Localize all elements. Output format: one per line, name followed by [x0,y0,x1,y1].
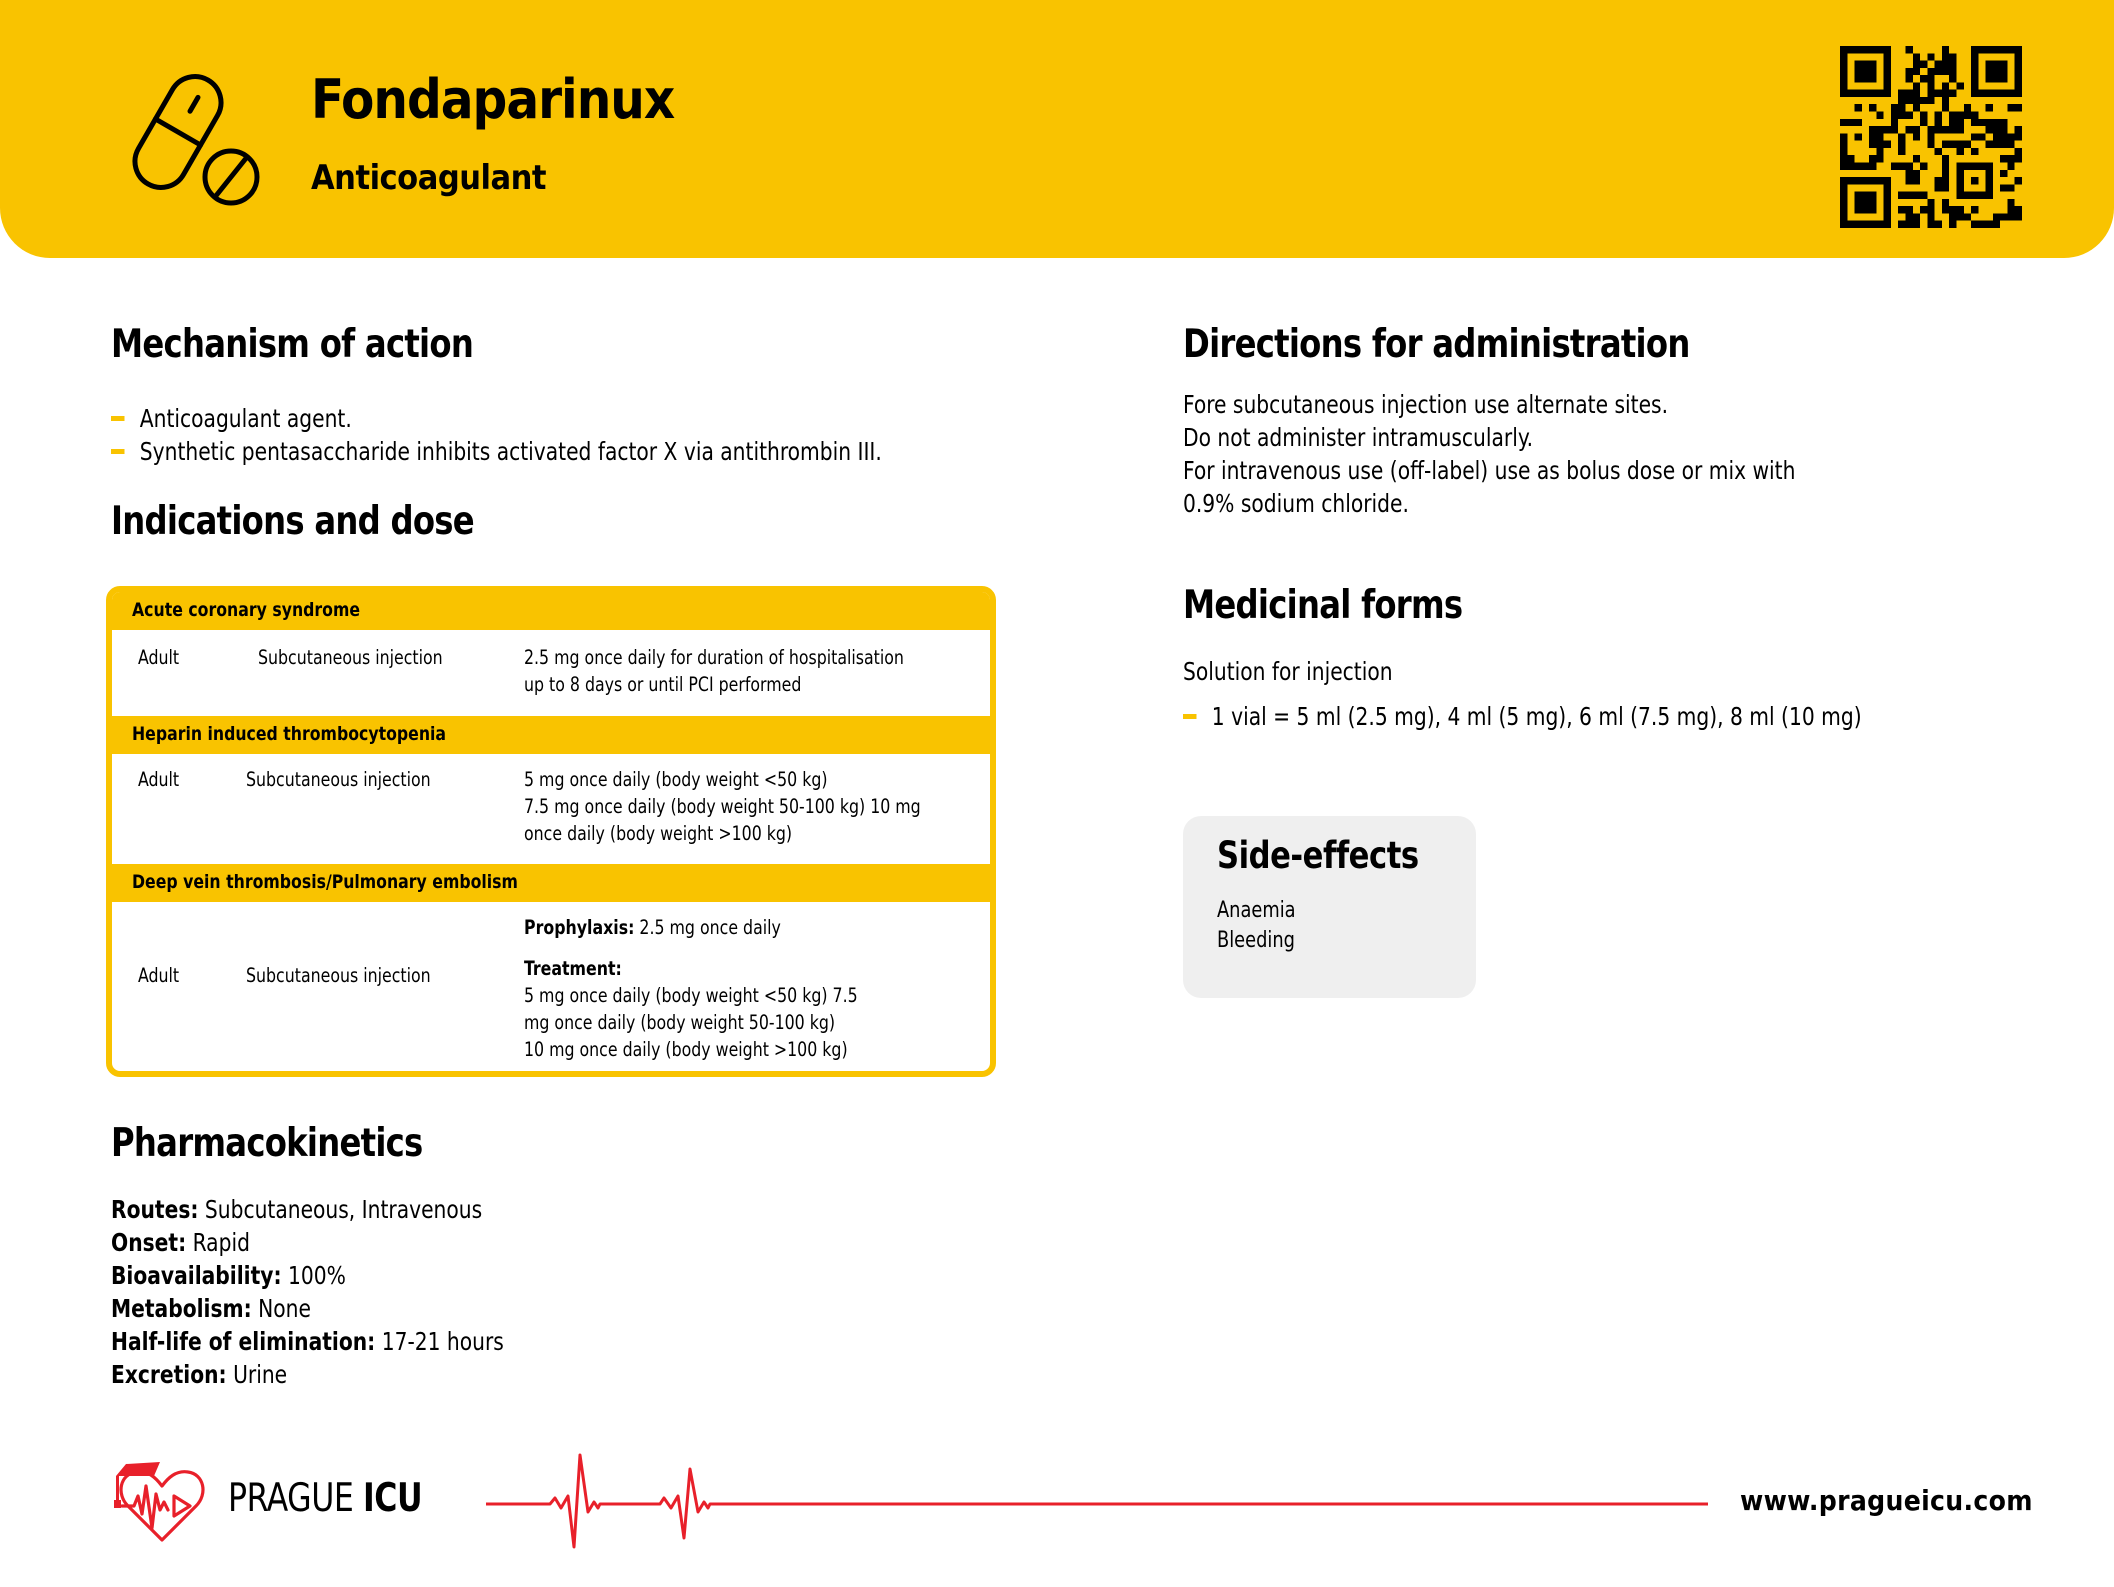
list-item: Synthetic pentasaccharide inhibits activated factor X via antithrombin III. [111,435,882,468]
medicinal-forms-list [1183,700,1862,733]
website-link[interactable]: www.pragueicu.com [1740,1484,2033,1517]
indications-heading: Indications and dose [111,499,474,544]
patient-cell: Adult [138,768,180,791]
pk-half-life: Half-life of elimination: 17-21 hours [111,1327,504,1356]
heart-ecg-graduation-cap-icon [110,1458,215,1542]
list-item: Anticoagulant agent. [111,402,882,435]
header-banner [0,0,2114,258]
brand-name: PRAGUE ICU [228,1476,423,1521]
pharmacokinetics-heading: Pharmacokinetics [111,1121,423,1166]
drug-class: Anticoagulant [311,158,547,198]
ecg-line-icon [480,1450,1710,1555]
indication-header: Acute coronary syndrome [112,592,990,630]
route-cell: Subcutaneous injection [246,768,431,791]
directions-heading: Directions for administration [1183,322,1690,367]
pk-routes: Routes: Subcutaneous, Intravenous [111,1195,483,1224]
side-effects-box [1183,816,1476,998]
dose-row [112,902,990,1077]
list-item: 1 vial = 5 ml (2.5 mg), 4 ml (5 mg), 6 ml (7.5 mg), 8 ml (10 mg) [1183,700,1862,733]
medicinal-forms-heading: Medicinal forms [1183,583,1463,628]
pk-list [111,1193,547,1391]
mechanism-list [111,402,882,468]
route-cell: Subcutaneous injection [258,646,443,669]
directions-text: Fore subcutaneous injection use alternate sites. Do not administer intramuscularly. For intravenous use (off-label) use as bolus dose or mix with 0.9% sodium chloride. [1183,390,1796,518]
mechanism-heading: Mechanism of action [111,322,474,367]
list-item: Anaemia [1217,898,1296,923]
indication-header: Deep vein thrombosis/Pulmonary embolism [112,864,990,902]
side-effects-list [1217,896,1296,956]
pk-metabolism: Metabolism: None [111,1294,311,1323]
indication-header: Heparin induced thrombocytopenia [112,716,990,754]
bullet-dash-icon [111,416,125,421]
dose-row [112,630,990,716]
patient-cell: Adult [138,646,180,669]
list-item: Bleeding [1217,928,1295,953]
patient-cell: Adult [138,964,180,987]
medicinal-form-type: Solution for injection [1183,657,1393,686]
bullet-dash-icon [111,449,125,454]
dose-table [106,586,996,1077]
pk-excretion: Excretion: Urine [111,1360,288,1389]
dose-row [112,754,990,864]
route-cell: Subcutaneous injection [246,964,431,987]
dose-cell: Prophylaxis: 2.5 mg once daily Treatment: 5 mg once daily (body weight <50 kg) 7.5 mg once daily (body weight 50-100 kg) 10 mg once daily (body weight >100 kg) [524,916,858,1061]
bullet-dash-icon [1183,714,1197,719]
pk-bioavailability: Bioavailability: 100% [111,1261,346,1290]
dose-cell: 2.5 mg once daily for duration of hospitalisation up to 8 days or until PCI performed [524,646,904,696]
dose-cell: 5 mg once daily (body weight <50 kg) 7.5 mg once daily (body weight 50-100 kg) 10 mg once daily (body weight >100 kg) [524,768,921,845]
pill-capsule-tablet-icon [118,70,268,212]
side-effects-heading: Side-effects [1217,834,1419,877]
pk-onset: Onset: Rapid [111,1228,250,1257]
qr-code-icon[interactable] [1840,46,2022,228]
drug-title: Fondaparinux [311,68,675,131]
